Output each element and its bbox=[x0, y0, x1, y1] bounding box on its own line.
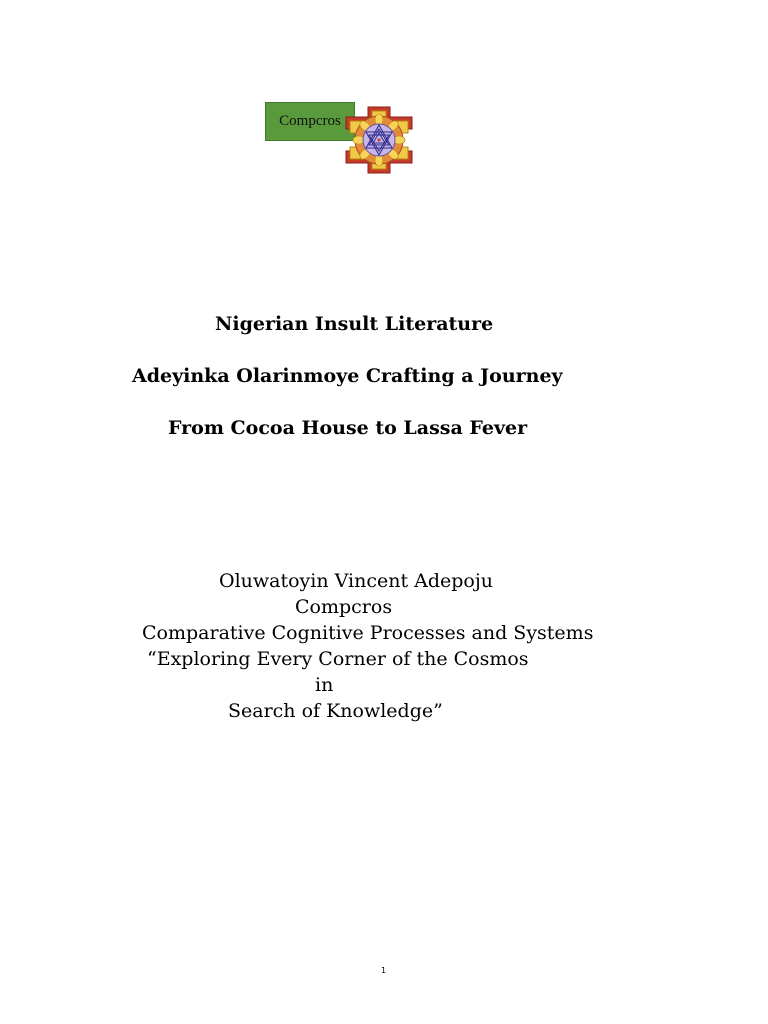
motto-line-3: Search of Knowledge” bbox=[228, 700, 443, 722]
author-name: Oluwatoyin Vincent Adepoju bbox=[219, 570, 493, 592]
organization-full: Comparative Cognitive Processes and Systems bbox=[142, 622, 594, 644]
page-number: 1 bbox=[381, 966, 387, 975]
title-line-1: Nigerian Insult Literature bbox=[215, 313, 494, 335]
sri-yantra-icon bbox=[342, 103, 416, 177]
title-line-2: Adeyinka Olarinmoye Crafting a Journey bbox=[132, 365, 563, 387]
title-line-3: From Cocoa House to Lassa Fever bbox=[168, 417, 528, 439]
organization-short: Compcros bbox=[295, 596, 393, 618]
compcros-logo bbox=[265, 102, 420, 177]
motto-line-1: “Exploring Every Corner of the Cosmos bbox=[147, 648, 529, 670]
logo-label: Compcros bbox=[265, 102, 355, 141]
motto-line-2: in bbox=[315, 674, 334, 696]
